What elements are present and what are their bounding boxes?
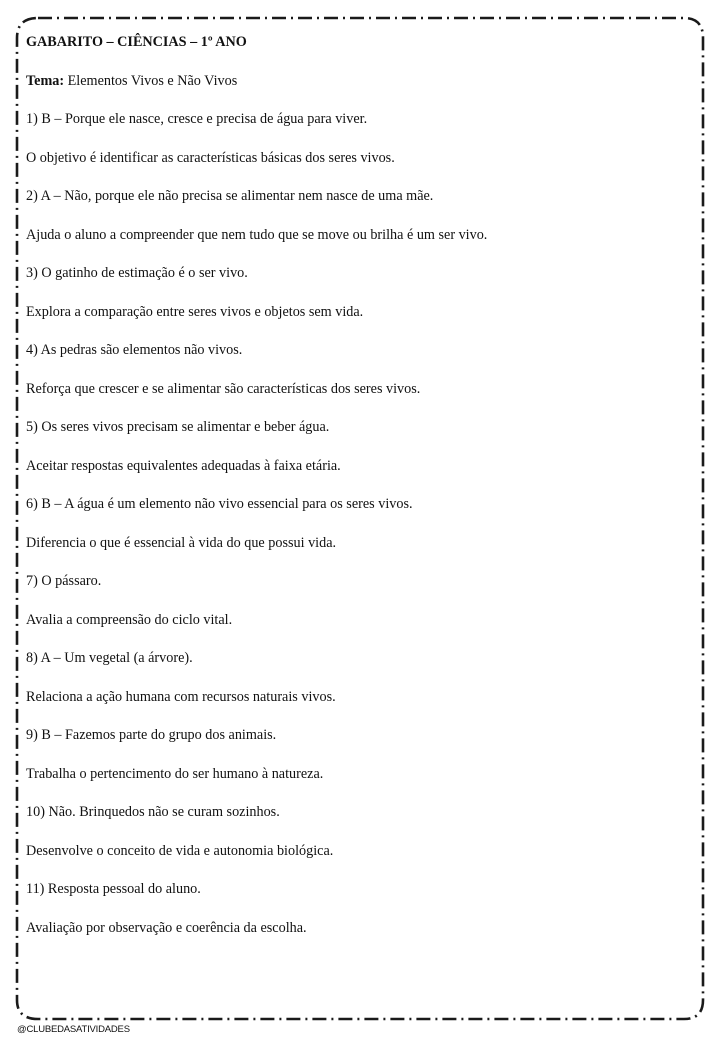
- theme-value: Elementos Vivos e Não Vivos: [64, 72, 238, 89]
- note-2: Ajuda o aluno a compreender que nem tudo que se move ou brilha é um ser vivo.: [26, 226, 488, 243]
- answer-2: 2) A – Não, porque ele não precisa se alimentar nem nasce de uma mãe.: [26, 188, 434, 204]
- note-7: Avalia a compreensão do ciclo vital.: [26, 611, 233, 628]
- theme-label: Tema:: [26, 72, 65, 89]
- note-6: Diferencia o que é essencial à vida do que possui vida.: [26, 534, 337, 551]
- note-8: Relaciona a ação humana com recursos naturais vivos.: [26, 688, 336, 705]
- note-4: Reforça que crescer e se alimentar são características dos seres vivos.: [26, 380, 421, 397]
- theme-line: [26, 73, 237, 90]
- answer-11: 11) Resposta pessoal do aluno.: [26, 881, 201, 897]
- footer-credit: @CLUBEDASATIVIDADES: [17, 1024, 130, 1035]
- answer-1: 1) B – Porque ele nasce, cresce e precisa de água para viver.: [26, 111, 368, 127]
- note-10: Desenvolve o conceito de vida e autonomia biológica.: [26, 842, 334, 859]
- note-9: Trabalha o pertencimento do ser humano à natureza.: [26, 765, 324, 782]
- note-1: O objetivo é identificar as características básicas dos seres vivos.: [26, 149, 395, 166]
- answer-3: 3) O gatinho de estimação é o ser vivo.: [26, 265, 248, 281]
- answer-6: 6) B – A água é um elemento não vivo essencial para os seres vivos.: [26, 496, 413, 512]
- page-title: GABARITO – CIÊNCIAS – 1º ANO: [26, 34, 247, 50]
- answer-10: 10) Não. Brinquedos não se curam sozinhos.: [26, 804, 280, 820]
- answer-4: 4) As pedras são elementos não vivos.: [26, 342, 243, 358]
- note-5: Aceitar respostas equivalentes adequadas à faixa etária.: [26, 457, 341, 474]
- note-3: Explora a comparação entre seres vivos e objetos sem vida.: [26, 303, 364, 320]
- answer-8: 8) A – Um vegetal (a árvore).: [26, 650, 193, 666]
- answer-5: 5) Os seres vivos precisam se alimentar e beber água.: [26, 419, 330, 435]
- answer-9: 9) B – Fazemos parte do grupo dos animais.: [26, 727, 277, 743]
- note-11: Avaliação por observação e coerência da escolha.: [26, 919, 307, 936]
- answer-7: 7) O pássaro.: [26, 573, 102, 589]
